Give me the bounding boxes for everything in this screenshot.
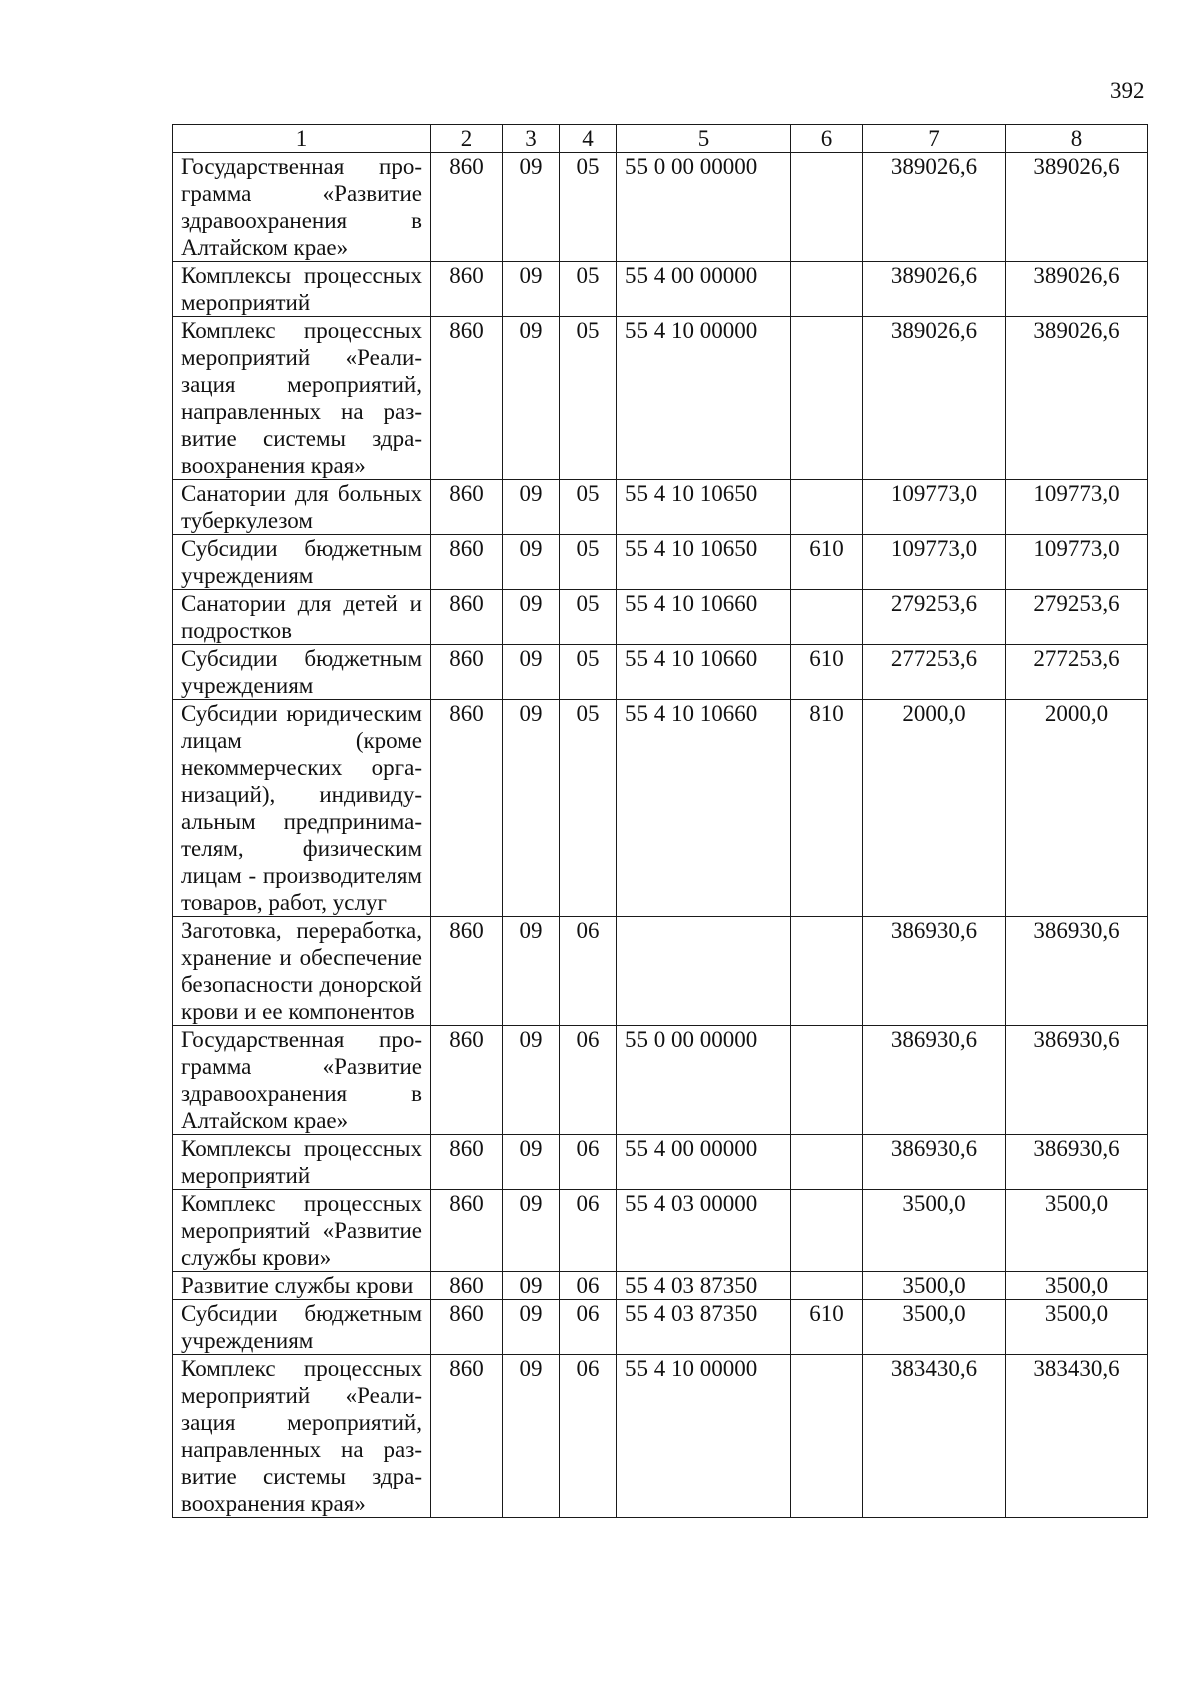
code-2-cell: 860 [431, 535, 503, 590]
code-4-cell: 05 [560, 700, 617, 917]
row-name-cell: Комплексы процессных мероприятий [173, 1135, 431, 1190]
amount-8-cell: 386930,6 [1006, 917, 1148, 1026]
code-6-cell [791, 1135, 863, 1190]
code-2-cell: 860 [431, 917, 503, 1026]
table-row [173, 1135, 1148, 1190]
amount-7-cell: 386930,6 [863, 917, 1006, 1026]
code-6-cell: 610 [791, 645, 863, 700]
code-3-cell: 09 [503, 700, 560, 917]
amount-8-cell: 279253,6 [1006, 590, 1148, 645]
row-name-cell: Субсидии бюджетным учреждениям [173, 535, 431, 590]
amount-7-cell: 389026,6 [863, 317, 1006, 480]
code-3-cell: 09 [503, 1355, 560, 1518]
row-name-cell: Субсидии бюджетным учреждениям [173, 645, 431, 700]
row-name-cell: Заготовка, переработка, хранение и обеспечение безопасности донорской крови и ее компонентов [173, 917, 431, 1026]
page-number: 392 [1110, 78, 1145, 103]
code-4-cell: 05 [560, 480, 617, 535]
column-header: 6 [791, 125, 863, 153]
column-header: 2 [431, 125, 503, 153]
amount-7-cell: 389026,6 [863, 262, 1006, 317]
code-3-cell: 09 [503, 590, 560, 645]
code-6-cell: 610 [791, 1300, 863, 1355]
code-3-cell: 09 [503, 480, 560, 535]
table-row [173, 317, 1148, 480]
table-row [173, 262, 1148, 317]
amount-8-cell: 277253,6 [1006, 645, 1148, 700]
code-6-cell [791, 262, 863, 317]
amount-7-cell: 279253,6 [863, 590, 1006, 645]
table-row [173, 700, 1148, 917]
code-4-cell: 05 [560, 262, 617, 317]
code-5-cell: 55 4 10 10650 [617, 535, 791, 590]
amount-8-cell: 3500,0 [1006, 1300, 1148, 1355]
code-3-cell: 09 [503, 1272, 560, 1300]
row-name-cell: Развитие службы крови [173, 1272, 431, 1300]
code-2-cell: 860 [431, 590, 503, 645]
code-5-cell: 55 4 00 00000 [617, 1135, 791, 1190]
table-row [173, 645, 1148, 700]
table-body [173, 125, 1148, 1518]
code-3-cell: 09 [503, 262, 560, 317]
code-6-cell [791, 1190, 863, 1272]
code-3-cell: 09 [503, 535, 560, 590]
amount-8-cell: 386930,6 [1006, 1026, 1148, 1135]
row-name-cell: Государственная программа «Развитие здравоохранения в Алтайском крае» [173, 153, 431, 262]
amount-8-cell: 389026,6 [1006, 262, 1148, 317]
row-name-cell: Субсидии юридическим лицам (кроме некоммерческих организаций), индивидуальным предпринимателям, физическим лицам - производителям товаров, работ, услуг [173, 700, 431, 917]
column-header: 4 [560, 125, 617, 153]
amount-7-cell: 386930,6 [863, 1026, 1006, 1135]
code-3-cell: 09 [503, 1026, 560, 1135]
code-4-cell: 05 [560, 590, 617, 645]
amount-7-cell: 3500,0 [863, 1190, 1006, 1272]
code-2-cell: 860 [431, 645, 503, 700]
code-5-cell: 55 4 10 00000 [617, 317, 791, 480]
amount-7-cell: 3500,0 [863, 1272, 1006, 1300]
amount-8-cell: 389026,6 [1006, 153, 1148, 262]
header-row [173, 125, 1148, 153]
code-2-cell: 860 [431, 1300, 503, 1355]
amount-7-cell: 386930,6 [863, 1135, 1006, 1190]
code-2-cell: 860 [431, 1272, 503, 1300]
table-row [173, 917, 1148, 1026]
table-row [173, 1355, 1148, 1518]
row-name-cell: Комплекс процессных мероприятий «Развитие службы крови» [173, 1190, 431, 1272]
column-header: 5 [617, 125, 791, 153]
code-6-cell [791, 1272, 863, 1300]
code-4-cell: 05 [560, 153, 617, 262]
code-3-cell: 09 [503, 317, 560, 480]
code-5-cell: 55 4 10 10650 [617, 480, 791, 535]
amount-7-cell: 277253,6 [863, 645, 1006, 700]
code-5-cell: 55 0 00 00000 [617, 1026, 791, 1135]
amount-7-cell: 389026,6 [863, 153, 1006, 262]
code-3-cell: 09 [503, 1135, 560, 1190]
table-row [173, 480, 1148, 535]
code-6-cell [791, 917, 863, 1026]
code-2-cell: 860 [431, 1135, 503, 1190]
row-name-cell: Государственная программа «Развитие здравоохранения в Алтайском крае» [173, 1026, 431, 1135]
amount-8-cell: 3500,0 [1006, 1190, 1148, 1272]
code-2-cell: 860 [431, 262, 503, 317]
row-name-cell: Санатории для детей и подростков [173, 590, 431, 645]
code-2-cell: 860 [431, 153, 503, 262]
code-6-cell [791, 480, 863, 535]
code-4-cell: 05 [560, 645, 617, 700]
amount-7-cell: 109773,0 [863, 535, 1006, 590]
table-row [173, 1272, 1148, 1300]
code-2-cell: 860 [431, 480, 503, 535]
code-5-cell: 55 4 03 87350 [617, 1300, 791, 1355]
code-5-cell: 55 4 03 87350 [617, 1272, 791, 1300]
column-header: 3 [503, 125, 560, 153]
table-row [173, 1026, 1148, 1135]
row-name-cell: Комплекс процессных мероприятий «Реализация мероприятий, направленных на развитие системы здравоохранения края» [173, 317, 431, 480]
amount-8-cell: 109773,0 [1006, 535, 1148, 590]
code-6-cell: 810 [791, 700, 863, 917]
code-2-cell: 860 [431, 1355, 503, 1518]
row-name-cell: Санатории для больных туберкулезом [173, 480, 431, 535]
code-4-cell: 06 [560, 1190, 617, 1272]
code-2-cell: 860 [431, 700, 503, 917]
code-6-cell [791, 153, 863, 262]
table-row [173, 153, 1148, 262]
code-5-cell: 55 0 00 00000 [617, 153, 791, 262]
code-3-cell: 09 [503, 1190, 560, 1272]
code-5-cell: 55 4 10 10660 [617, 590, 791, 645]
table-row [173, 1190, 1148, 1272]
code-4-cell: 05 [560, 535, 617, 590]
code-5-cell [617, 917, 791, 1026]
amount-7-cell: 3500,0 [863, 1300, 1006, 1355]
code-4-cell: 06 [560, 1026, 617, 1135]
code-4-cell: 06 [560, 1135, 617, 1190]
code-5-cell: 55 4 10 00000 [617, 1355, 791, 1518]
code-4-cell: 06 [560, 1272, 617, 1300]
amount-8-cell: 3500,0 [1006, 1272, 1148, 1300]
code-6-cell [791, 317, 863, 480]
column-header: 7 [863, 125, 1006, 153]
amount-8-cell: 2000,0 [1006, 700, 1148, 917]
code-6-cell [791, 1355, 863, 1518]
amount-7-cell: 383430,6 [863, 1355, 1006, 1518]
code-6-cell: 610 [791, 535, 863, 590]
code-6-cell [791, 1026, 863, 1135]
code-3-cell: 09 [503, 1300, 560, 1355]
amount-8-cell: 386930,6 [1006, 1135, 1148, 1190]
code-4-cell: 06 [560, 1355, 617, 1518]
amount-8-cell: 383430,6 [1006, 1355, 1148, 1518]
table-row [173, 590, 1148, 645]
code-6-cell [791, 590, 863, 645]
code-3-cell: 09 [503, 917, 560, 1026]
column-header: 8 [1006, 125, 1148, 153]
table-row [173, 1300, 1148, 1355]
row-name-cell: Комплекс процессных мероприятий «Реализация мероприятий, направленных на развитие системы здравоохранения края» [173, 1355, 431, 1518]
column-header: 1 [173, 125, 431, 153]
code-5-cell: 55 4 10 10660 [617, 645, 791, 700]
code-3-cell: 09 [503, 153, 560, 262]
amount-8-cell: 109773,0 [1006, 480, 1148, 535]
row-name-cell: Комплексы процессных мероприятий [173, 262, 431, 317]
code-5-cell: 55 4 00 00000 [617, 262, 791, 317]
code-4-cell: 06 [560, 917, 617, 1026]
code-2-cell: 860 [431, 1190, 503, 1272]
amount-7-cell: 2000,0 [863, 700, 1006, 917]
table-row [173, 535, 1148, 590]
row-name-cell: Субсидии бюджетным учреждениям [173, 1300, 431, 1355]
code-5-cell: 55 4 10 10660 [617, 700, 791, 917]
code-3-cell: 09 [503, 645, 560, 700]
code-4-cell: 06 [560, 1300, 617, 1355]
amount-8-cell: 389026,6 [1006, 317, 1148, 480]
code-2-cell: 860 [431, 317, 503, 480]
code-2-cell: 860 [431, 1026, 503, 1135]
budget-table [172, 124, 1148, 1518]
code-4-cell: 05 [560, 317, 617, 480]
amount-7-cell: 109773,0 [863, 480, 1006, 535]
code-5-cell: 55 4 03 00000 [617, 1190, 791, 1272]
